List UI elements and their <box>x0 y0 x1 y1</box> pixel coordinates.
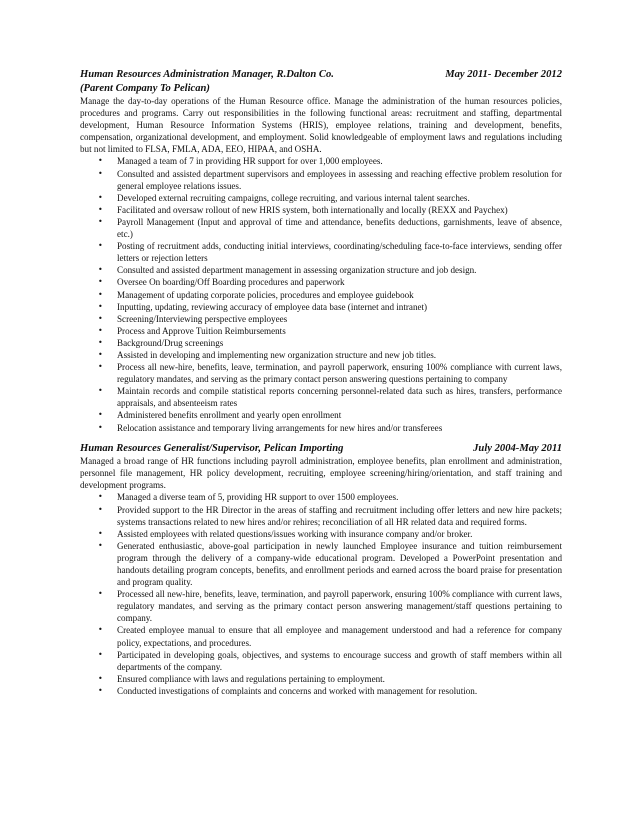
list-item: • Developed external recruiting campaigns, college recruiting, and various internal talent searches. <box>80 192 562 204</box>
list-item: • Process and Approve Tuition Reimbursements <box>80 325 562 337</box>
list-item: • Inputting, updating, reviewing accuracy of employee data base (internet and intranet) <box>80 301 562 313</box>
job-header <box>80 68 562 82</box>
list-item: • Management of updating corporate policies, procedures and employee guidebook <box>80 289 562 301</box>
resume-page <box>80 68 562 697</box>
duty-list <box>80 155 562 433</box>
list-item: • Relocation assistance and temporary living arrangements for new hires and/or transferees <box>80 422 562 434</box>
list-item: • Participated in developing goals, objectives, and systems to encourage success and growth of staff members within all departments of the company. <box>80 649 562 673</box>
list-item: • Managed a team of 7 in providing HR support for over 1,000 employees. <box>80 155 562 167</box>
list-item: • Generated enthusiastic, above-goal participation in newly launched Employee insurance and tuition reimbursement program through the delivery of a company-wide educational program. Developed a PowerPoint presentation and handouts detailing program concepts, benefits, and enrollment periods and earned across the board praise for presentation and program quality. <box>80 540 562 588</box>
list-item: • Maintain records and compile statistical reports concerning personnel-related data such as hires, transfers, performance appraisals, and absenteeism rates <box>80 385 562 409</box>
list-item: • Background/Drug screenings <box>80 337 562 349</box>
list-item: • Assisted in developing and implementing new organization structure and new job titles. <box>80 349 562 361</box>
job-summary: Managed a broad range of HR functions including payroll administration, employee benefits, plan enrollment and administration, personnel file management, HR policy development, recruiting, employee screening/hiring/orientation, and staff training and development programs. <box>80 456 562 491</box>
list-item: • Posting of recruitment adds, conducting initial interviews, coordinating/scheduling face-to-face interviews, sending offer letters or rejection letters <box>80 240 562 264</box>
list-item: • Consulted and assisted department management in assessing organization structure and job design. <box>80 264 562 276</box>
job-title: Human Resources Generalist/Supervisor, Pelican Importing <box>80 442 344 454</box>
list-item: • Provided support to the HR Director in the areas of staffing and recruitment including offer letters and new hire packets; systems transactions related to new hires and/or rehires; reconciliation of all HR related data and required forms. <box>80 504 562 528</box>
list-item: • Oversee On boarding/Off Boarding procedures and paperwork <box>80 276 562 288</box>
list-item: • Conducted investigations of complaints and concerns and worked with management for resolution. <box>80 685 562 697</box>
job-subtitle: (Parent Company To Pelican) <box>80 82 210 94</box>
job-title: Human Resources Administration Manager, R.Dalton Co. <box>80 69 334 80</box>
duty-list <box>80 491 562 697</box>
list-item: • Facilitated and oversaw rollout of new HRIS system, both internationally and locally (REXX and Paychex) <box>80 204 562 216</box>
list-item: • Assisted employees with related questions/issues working with insurance company and/or broker. <box>80 528 562 540</box>
list-item: • Created employee manual to ensure that all employee and management understood and had a reference for company policy, expectations, and procedures. <box>80 624 562 648</box>
list-item: • Process all new-hire, benefits, leave, termination, and payroll paperwork, ensuring 100% compliance with current laws, regulatory mandates, and serving as the primary contact person answering questions pertaining to company <box>80 361 562 385</box>
list-item: • Screening/Interviewing perspective employees <box>80 313 562 325</box>
list-item: • Ensured compliance with laws and regulations pertaining to employment. <box>80 673 562 685</box>
job-dates: May 2011- December 2012 <box>445 69 562 80</box>
list-item: • Payroll Management (Input and approval of time and attendance, benefits deductions, garnishments, leave of absence, etc.) <box>80 216 562 240</box>
job-section-rdalton <box>80 68 562 434</box>
list-item: • Consulted and assisted department supervisors and employees in assessing and reaching effective problem resolution for general employee relations issues. <box>80 168 562 192</box>
job-header <box>80 442 562 456</box>
list-item: • Processed all new-hire, benefits, leave, termination, and payroll paperwork, ensuring 100% compliance with current laws, regulatory mandates, and serving as the primary contact person answering management/staff questions pertaining to company. <box>80 588 562 624</box>
section-spacer <box>80 434 562 442</box>
job-section-pelican <box>80 442 562 697</box>
list-item: • Managed a diverse team of 5, providing HR support to over 1500 employees. <box>80 491 562 503</box>
job-dates: July 2004-May 2011 <box>473 442 562 454</box>
job-summary: Manage the day-to-day operations of the Human Resource office. Manage the administration of the human resources policies, procedures and programs. Carry out responsibilities in the following functional areas: recruitment and staffing, departmental development, Human Resource Information Systems (HRIS), employee relations, training and development, benefits, compensation, organizational development, and employment. Solid knowledgeable of employment laws and regulations including but not limited to FLSA, FMLA, ADA, EEO, HIPAA, and OSHA. <box>80 96 562 155</box>
list-item: • Administered benefits enrollment and yearly open enrollment <box>80 409 562 421</box>
